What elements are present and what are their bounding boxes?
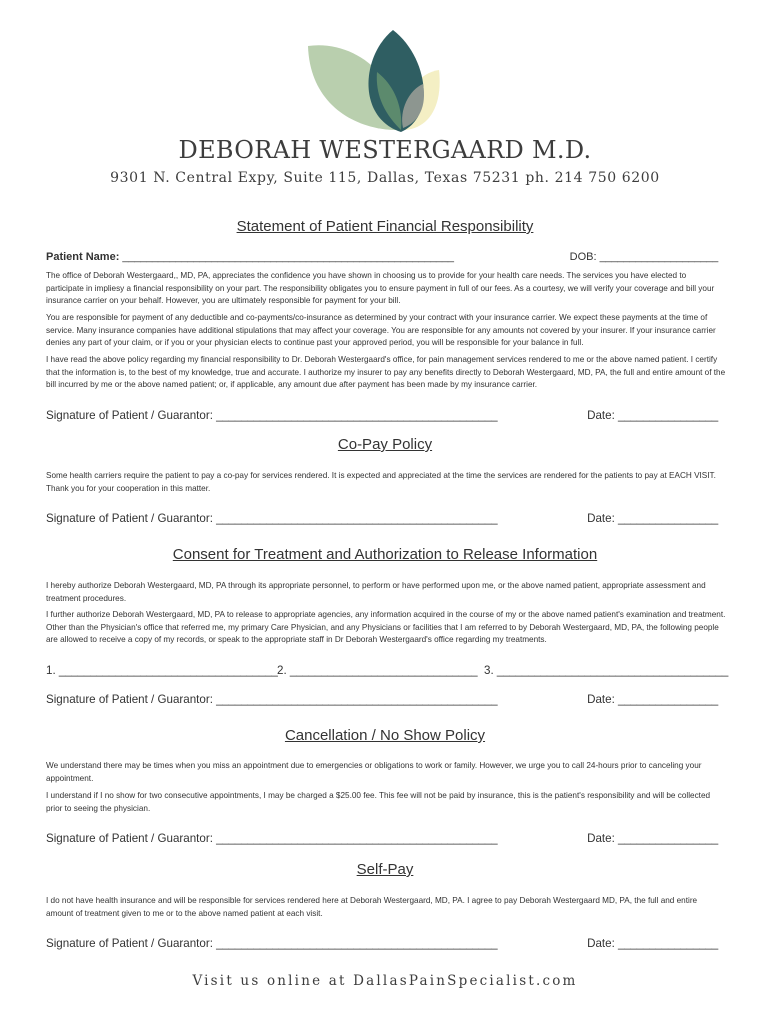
person-field[interactable]: ___________________________________ [58, 664, 278, 677]
patient-name-row [46, 251, 718, 263]
signature-row-financial [46, 409, 718, 422]
patient-name-field[interactable]: ________________________________________________________ [122, 251, 454, 263]
date-label: Date: [587, 937, 615, 950]
selfpay-heading: Self-Pay [356, 861, 414, 878]
person-number: 3. [484, 664, 494, 677]
signature-label: Signature of Patient / Guarantor: [46, 693, 213, 706]
person-field[interactable]: ______________________________ [289, 664, 478, 677]
patient-name-label: Patient Name: [46, 251, 120, 263]
date-field[interactable]: ________________ [618, 409, 718, 422]
date-label: Date: [587, 512, 615, 525]
signature-row-consent [46, 693, 718, 706]
signature-label: Signature of Patient / Guarantor: [46, 512, 213, 525]
date-field[interactable]: ________________ [618, 693, 718, 706]
office-address: 9301 N. Central Expy, Suite 115, Dallas, Texas 75231 ph. 214 750 6200 [110, 170, 660, 186]
signature-label: Signature of Patient / Guarantor: [46, 832, 213, 845]
doctor-name: DEBORAH WESTERGAARD M.D. [178, 136, 592, 164]
signature-field[interactable]: _____________________________________________ [216, 409, 498, 422]
copay-heading: Co-Pay Policy [337, 436, 433, 453]
copay-paragraph: Some health carriers require the patient to pay a co-pay for services rendered. It is expected and appreciated at the time the services are rendered for the patients to pay at EACH VISIT. Thank you for your cooperation in this matter. [46, 471, 716, 493]
financial-paragraph-1: The office of Deborah Westergaard,, MD, PA, appreciates the confidence you have shown in choosing us to provide for your health care needs. The services you have elected to participate in impliesy a financial responsibility on your part. The responsibility obligates you to ensure payment in full of our fees. As a courtesy, we will verify your coverage and bill your insurance carrier on your behalf. However, you are ultimately responsible for payment for your bill. [46, 271, 715, 306]
consent-paragraph-2: I further authorize Deborah Westergaard, MD, PA to release to appropriate agencies, any information acquired in the course of my or the above named patient's examination and treatment. Other than the Physician's office that referred me, my primary Care Physician, and any Physicians or facilities that I am referred to by Deborah Westergaard, MD, PA, the following people are allowed to receive a copy of my records, or speak to the appropriate staff in Dr Deborah Westergaard's office regarding my treatments. [46, 610, 726, 645]
signature-row-cancellation [46, 832, 718, 845]
signature-row-copay [46, 512, 718, 525]
person-number: 2. [277, 664, 287, 677]
consent-heading: Consent for Treatment and Authorization to Release Information [172, 546, 598, 563]
dob-label: DOB: [569, 251, 597, 263]
consent-paragraph-1: I hereby authorize Deborah Westergaard, MD, PA through its appropriate personnel, to perform or have performed upon me, or the above named patient, appropriate assessment and treatment procedures. [46, 581, 706, 603]
signature-label: Signature of Patient / Guarantor: [46, 409, 213, 422]
signature-field[interactable]: _____________________________________________ [216, 832, 498, 845]
signature-field[interactable]: _____________________________________________ [216, 512, 498, 525]
leaf-logo [305, 28, 465, 136]
website-footer: Visit us online at DallasPainSpecialist.com [192, 973, 578, 989]
date-label: Date: [587, 409, 615, 422]
person-number: 1. [46, 664, 56, 677]
person-2 [277, 664, 477, 677]
signature-field[interactable]: _____________________________________________ [216, 937, 498, 950]
person-1 [46, 664, 278, 677]
financial-heading: Statement of Patient Financial Responsibility [236, 218, 534, 235]
cancellation-paragraph-1: We understand there may be times when you miss an appointment due to emergencies or obligations to work or family. However, we urge you to call 24-hours prior to canceling your appointment. [46, 761, 702, 783]
person-3 [484, 664, 728, 677]
person-field[interactable]: _____________________________________ [496, 664, 729, 677]
date-label: Date: [587, 693, 615, 706]
cancellation-paragraph-2: I understand if I no show for two consecutive appointments, I may be charged a $25.00 fee. This fee will not be paid by insurance, this is the patient's responsibility and will be collected prior to seeing the physician. [46, 791, 711, 813]
date-label: Date: [587, 832, 615, 845]
signature-label: Signature of Patient / Guarantor: [46, 937, 213, 950]
date-field[interactable]: ________________ [618, 832, 718, 845]
dob-field[interactable]: ____________________ [599, 251, 718, 263]
signature-row-selfpay [46, 937, 718, 950]
date-field[interactable]: ________________ [618, 512, 718, 525]
cancellation-heading: Cancellation / No Show Policy [284, 727, 486, 744]
financial-paragraph-3: I have read the above policy regarding my financial responsibility to Dr. Deborah Westergaard's office, for pain management services rendered to me or the above named patient. I certify that the information is, to the best of my knowledge, true and accurate. I authorize my insurer to pay any benefits directly to Deborah Westergaard, MD, PA, the full and entire amount of the bill incurred by me or the above named patient; or, if applicable, any amount due after payment has been made by my insurance carrier. [46, 355, 726, 390]
date-field[interactable]: ________________ [618, 937, 718, 950]
financial-paragraph-2: You are responsible for payment of any deductible and co-payments/co-insurance as determined by your contract with your insurance carrier. We expect these payments at the time of service. Many insurance companies have additional stipulations that may affect your coverage. You are responsible for any amounts not covered by your insurer. If your insurance carrier denies any part of your claim, or if you or your physician elects to continue past your approved period, you will be responsible for your balance in full. [46, 313, 716, 348]
signature-field[interactable]: _____________________________________________ [216, 693, 498, 706]
selfpay-paragraph: I do not have health insurance and will be responsible for services rendered here at Deborah Westergaard, MD, PA. I agree to pay Deborah Westergaard MD, PA, the full and entire amount of treatment given to me or to the above named patient at each visit. [46, 896, 698, 918]
